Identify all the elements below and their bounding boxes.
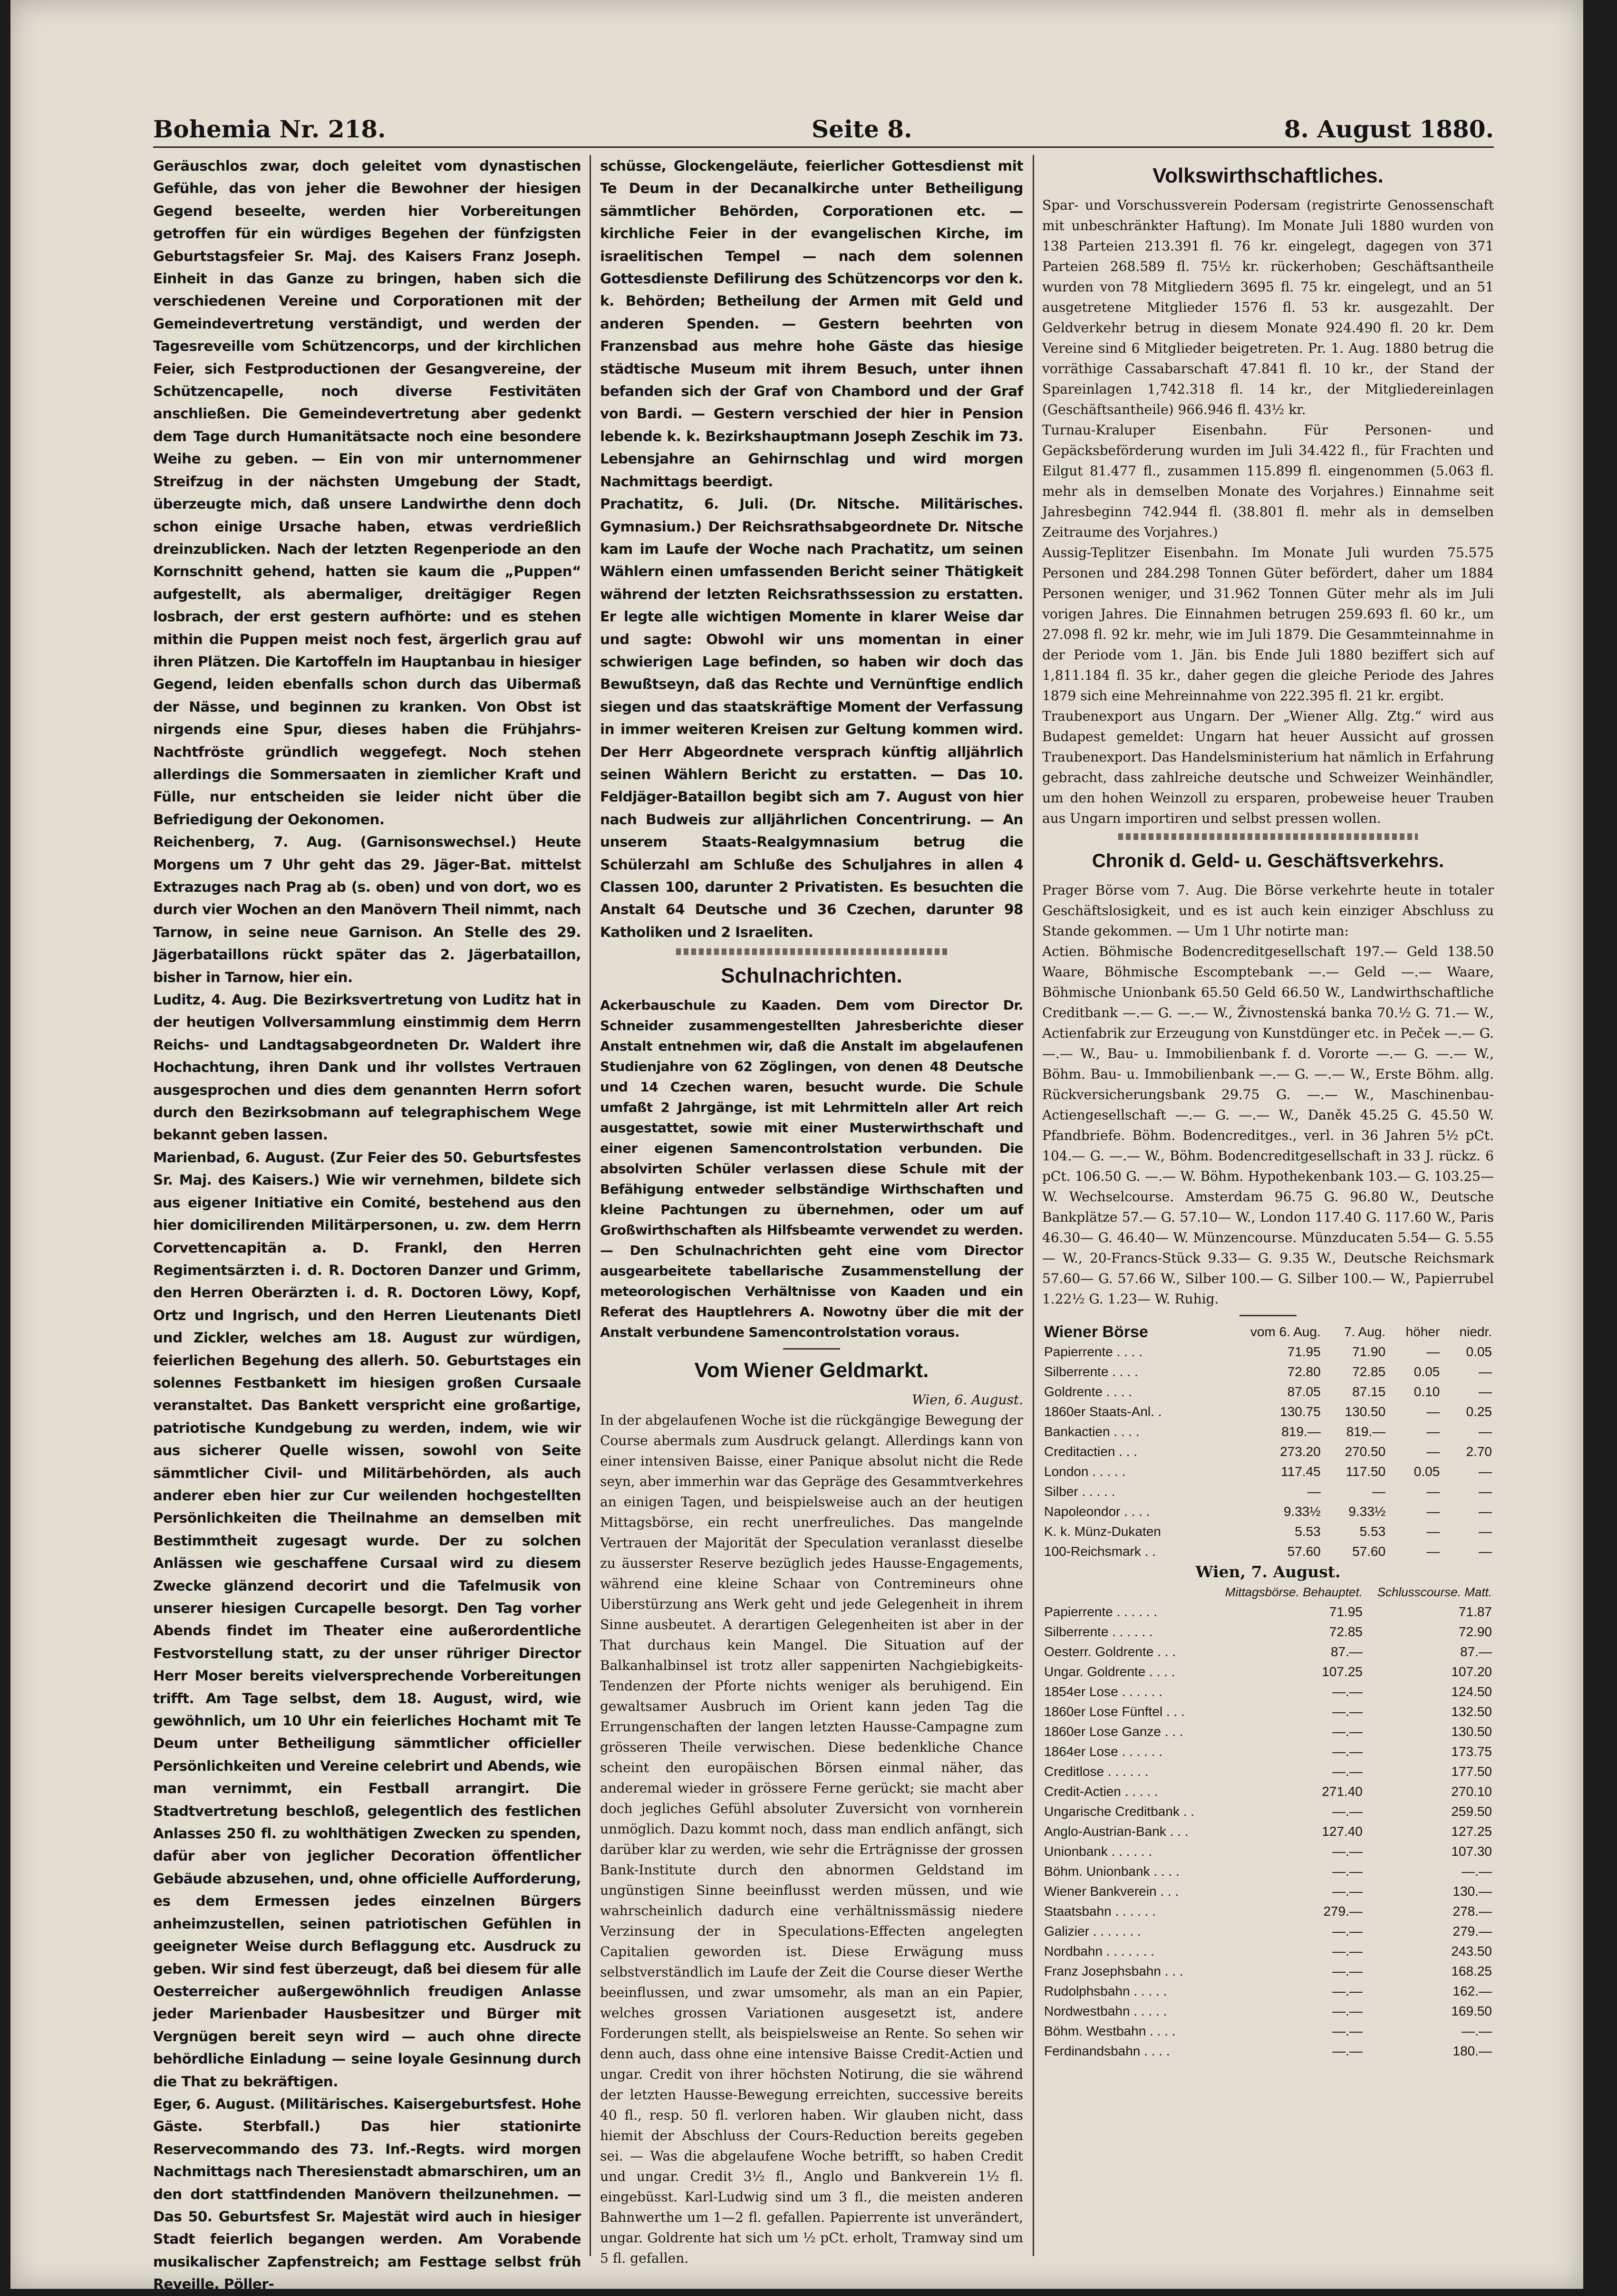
- row-value: —: [1426, 1424, 1440, 1439]
- row-label: Franz Josephsbahn . . .: [1044, 1964, 1183, 1978]
- row-value: —: [1479, 1484, 1492, 1499]
- column-header: 7. Aug.: [1344, 1324, 1386, 1339]
- table-row: [1042, 1862, 1494, 1881]
- row-value: 124.50: [1451, 1684, 1492, 1699]
- row-value: 132.50: [1451, 1704, 1492, 1719]
- table-row: [1042, 1502, 1494, 1522]
- row-value: —.—: [1332, 1864, 1363, 1879]
- article-eger: Eger, 6. August. (Militärisches. Kaisergeburtsfest. Hohe Gäste. Sterbfall.) Das hier stationirte Reservecommando des 73. Inf.-Regts. wird morgen Nachmittags nach Theresienstadt abmarschiren, um an den dort stattfindenden Manövern theilzunehmen. — Das 50. Geburtsfest Sr. Majestät wird auch in hiesiger Stadt feierlich begangen werden. Am Vorabende musikalischer Zapfenstreich; am Festtage selbst früh Reveille, Pöller-: [153, 2095, 581, 2293]
- row-label: Galizier . . . . . . .: [1044, 1924, 1141, 1939]
- row-value: 270.10: [1451, 1784, 1492, 1799]
- table-row: [1042, 1442, 1494, 1462]
- row-value: —.—: [1462, 2024, 1492, 2038]
- table-row: [1042, 1921, 1494, 1941]
- row-value: 57.60: [1287, 1544, 1321, 1559]
- row-value: 130.50: [1345, 1404, 1386, 1419]
- row-value: —.—: [1332, 1884, 1363, 1899]
- row-label: Papierrente . . . . . .: [1044, 1604, 1158, 1619]
- table-row: [1042, 1682, 1494, 1702]
- row-value: 71.95: [1329, 1604, 1363, 1619]
- table-header-row: [1042, 1322, 1494, 1342]
- column-3: [1042, 155, 1494, 2256]
- row-value: —.—: [1332, 1764, 1363, 1779]
- table-row: [1042, 1362, 1494, 1382]
- table-row: [1042, 1762, 1494, 1782]
- table-row: [1042, 1901, 1494, 1921]
- article-marienbad: Marienbad, 6. August. (Zur Feier des 50. Geburtsfestes Sr. Maj. des Kaisers.) Wie wir vernehmen, bildete sich aus eigener Initiative ein Comité, bestehend aus den hier domicilirenden Militärpersonen, u. zw. dem Herrn Corvettencapitän a. D. Frankl, den Herren Regimentsärzten i. d. R. Doctoren Danzer und Grimm, den Herren Oberärzten i. d. R. Doctoren Löwy, Kopf, Ortz und Ingrisch, und den Herren Lieutenants Dietl und Zickler, welches am 18. August zur würdigen, feierlichen Begehung des allerh. 50. Geburtstages ein solennes Festbankett im hiesigen großen Cursaale veranstaltet. Das Bankett verspricht eine großartige, patriotische Kundgebung zu werden, indem, wie wir aus sicherer Quelle wissen, sowohl von Seite sämmtlicher Civil- und Militärbehörden, als auch anderer eben hier zur Cur weilenden hochgestellten Persönlichkeiten die Theilnahme an demselben mit Bestimmtheit zugesagt wurde. Der zu solchen Anlässen wie geschaffene Cursaal wird zu diesem Zwecke glänzend decorirt und die Tafelmusik von unserer hiesigen Curcapelle besorgt. Den Tag vorher Abends findet im Theater eine außerordentliche Festvorstellung statt, zu der unser rühriger Director Herr Moser bereits vielversprechende Vorbereitungen trifft. Am Tage selbst, dem 18. August, wird, wie gewöhnlich, um 10 Uhr ein feierliches Hochamt mit Te Deum unter Betheiligung sämmtlicher officieller Persönlichkeiten und Vereine celebrirt und Abends, wie man vernimmt, ein Festball arrangirt. Die Stadtvertretung beschloß, gelegentlich des festlichen Anlasses 250 fl. zu wohlthätigen Zwecken zu spenden, dafür aber von jeglicher Decoration öffentlicher Gebäude abzusehen, und, ohne officielle Aufforderung, es dem Ermessen jedes einzelnen Bürgers anheimzustellen, seinen patriotischen Gefühlen in geeigneter Weise durch Beflaggung etc. Ausdruck zu geben. Wir sind fest überzeugt, daß bei diesem für alle Oesterreicher außergewöhnlich freudigen Anlasse jeder Marienbader Hausbesitzer und Bürger mit Vergnügen bereit seyn wird — auch ohne directe behördliche Einladung — seine loyale Gesinnung durch die That zu bekräftigen.: [153, 1149, 581, 2090]
- row-value: —: [1426, 1484, 1440, 1499]
- column-divider: [590, 155, 591, 2256]
- row-value: 72.85: [1352, 1364, 1386, 1379]
- article-ackerbauschule: Ackerbauschule zu Kaaden. Dem vom Director Dr. Schneider zusammengestellten Jahresberichte dieser Anstalt entnehmen wir, daß die Anstalt im abgelaufenen Studienjahre von 62 Zöglingen, von denen 48 Deutsche und 14 Czechen waren, besucht wurde. Die Schule umfaßt 2 Jahrgänge, ist mit Lehrmitteln aller Art reich ausgestattet, sowie mit einer Musterwirthschaft und einer eigenen Samencontrolstation verbunden. Die absolvirten Schüler verlassen diese Schule mit der Befähigung entweder selbständige Wirthschaften und kleine Pachtungen zu übernehmen, oder um auf Großwirthschaften als Hilfsbeamte verwendet zu werden. — Den Schulnachrichten geht eine vom Director ausgearbeitete tabellarische Zusammenstellung der meteorologischen Verhältnisse von Kaaden und ein Referat des Hauptlehrers A. Nowotny über die mit der Anstalt verbundene Samencontrolstation voraus.: [600, 997, 1023, 1341]
- row-value: 168.25: [1451, 1964, 1492, 1978]
- row-value: —.—: [1332, 2024, 1363, 2038]
- row-value: 0.25: [1466, 1404, 1492, 1419]
- row-value: 72.90: [1458, 1624, 1492, 1639]
- row-value: 130.—: [1452, 1884, 1492, 1899]
- row-value: —.—: [1332, 1804, 1363, 1819]
- row-label: Ungar. Goldrente . . . .: [1044, 1664, 1175, 1679]
- table-row: [1042, 1382, 1494, 1402]
- column-divider: [1033, 155, 1034, 2256]
- row-label: 1860er Lose Fünftel . . .: [1044, 1704, 1185, 1719]
- article-podersam: Spar- und Vorschussverein Podersam (registrirte Genossenschaft mit unbeschränkter Haftung). Im Monate Juli 1880 wurden von 138 Parteien 213.391 fl. 76 kr. eingelegt, dagegen von 371 Parteien 268.589 fl. 75½ kr. rückerhoben; Geschäftsantheile wurden von 78 Mitgliedern 3695 fl. 75 kr. eingelegt, und an 51 ausgetretene Mitglieder 1576 fl. 53 kr. ausgezahlt. Der Geldverkehr betrug in diesem Monate 924.490 fl. 20 kr. Dem Vereine sind 6 Mitglieder beigetreten. Pr. 1. Aug. 1880 betrug die vorräthige Cassabarschaft 47.841 fl. 10 kr., der Stand der Spareinlagen 1,742.318 fl. 14 kr., der Mitgliedereinlagen (Geschäftsantheile) 966.946 fl. 43½ kr.: [1042, 197, 1494, 417]
- row-value: 270.50: [1345, 1444, 1386, 1459]
- row-label: Ferdinandsbahn . . . .: [1044, 2044, 1170, 2058]
- section-heading-chronik: Chronik d. Geld- u. Geschäftsverkehrs.: [1092, 850, 1444, 871]
- table-row: [1042, 1941, 1494, 1961]
- page-content: [153, 109, 1494, 2293]
- row-value: —: [1479, 1384, 1492, 1399]
- header-title: Bohemia Nr. 218.: [153, 115, 386, 143]
- row-label: 1864er Lose . . . . . .: [1044, 1744, 1163, 1759]
- row-label: Goldrente . . . .: [1044, 1384, 1133, 1399]
- row-label: 1854er Lose . . . . . .: [1044, 1684, 1163, 1699]
- row-value: 71.87: [1458, 1604, 1492, 1619]
- row-value: 87.05: [1287, 1384, 1321, 1399]
- section-heading-schulnachrichten: Schulnachrichten.: [721, 964, 902, 988]
- row-value: —.—: [1332, 1724, 1363, 1739]
- row-value: —: [1479, 1364, 1492, 1379]
- row-value: —: [1426, 1524, 1440, 1539]
- article-aussig-teplitz: Aussig-Teplitzer Eisenbahn. Im Monate Juli wurden 75.575 Personen und 284.298 Tonnen Güter befördert, daher um 1884 Personen weniger, und 31.962 Tonnen Güter mehr als im Juli vorigen Jahres. Die Einnahmen betrugen 259.693 fl. 60 kr., um 27.098 fl. 92 kr. mehr, wie im Juli 1879. Die Gesammteinnahme in der Periode vom 1. Jän. bis Ende Juli 1880 beziffert sich auf 1,811.184 fl. 35 kr., daher gegen die gleiche Periode des Jahres 1879 sich eine Mehreinnahme von 222.395 fl. 21 kr. ergibt.: [1042, 545, 1494, 704]
- row-label: Böhm. Westbahn . . . .: [1044, 2024, 1176, 2038]
- row-value: —: [1426, 1404, 1440, 1419]
- table-row: [1042, 1842, 1494, 1862]
- table-row: [1042, 1662, 1494, 1682]
- table-row: [1042, 2041, 1494, 2061]
- row-value: —.—: [1332, 1744, 1363, 1759]
- table-row: [1042, 1402, 1494, 1422]
- row-value: —.—: [1332, 1944, 1363, 1958]
- table-row: [1042, 1802, 1494, 1822]
- row-value: 130.50: [1451, 1724, 1492, 1739]
- column-header: vom 6. Aug.: [1250, 1324, 1321, 1339]
- row-value: 271.40: [1322, 1784, 1363, 1799]
- row-value: —: [1426, 1544, 1440, 1559]
- header-date: 8. August 1880.: [1284, 115, 1494, 143]
- ornament-divider: [1118, 833, 1418, 840]
- row-label: Böhm. Unionbank . . . .: [1044, 1864, 1180, 1879]
- wien-kurse-table: [1042, 1582, 1494, 2061]
- row-value: —.—: [1462, 1864, 1492, 1879]
- row-value: 0.05: [1414, 1364, 1440, 1379]
- row-label: Creditlose . . . . . .: [1044, 1764, 1149, 1779]
- row-value: 0.10: [1414, 1384, 1440, 1399]
- table-row: [1042, 2001, 1494, 2021]
- row-value: 117.50: [1346, 1464, 1386, 1479]
- row-value: —.—: [1332, 2004, 1363, 2018]
- row-value: —.—: [1332, 1924, 1363, 1939]
- article-turnau-kralup: Turnau-Kraluper Eisenbahn. Für Personen- und Gepäcksbeförderung wurden im Juli 34.422 fl., für Frachten und Eilgut 81.477 fl., zusammen 115.899 fl. eingenommen (5.063 fl. mehr als in demselben Monate des Vorjahres.) Einnahme seit Jahresbeginn 742.944 fl. (38.801 fl. mehr als in demselben Zeitraume des Vorjahres.): [1042, 422, 1494, 540]
- row-value: 107.30: [1451, 1844, 1492, 1859]
- row-label: 1860er Staats-Anl. .: [1044, 1404, 1162, 1419]
- row-value: 9.33½: [1348, 1504, 1386, 1519]
- row-value: 5.53: [1359, 1524, 1386, 1539]
- row-value: 0.05: [1414, 1464, 1440, 1479]
- row-value: 2.70: [1466, 1444, 1492, 1459]
- row-value: 107.25: [1322, 1664, 1363, 1679]
- table-row: [1042, 1981, 1494, 2001]
- row-value: 177.50: [1451, 1764, 1492, 1779]
- section-heading-volkswirthschaft: Volkswirthschaftliches.: [1152, 164, 1384, 187]
- row-value: —.—: [1332, 1984, 1363, 1998]
- row-label: 1860er Lose Ganze . . .: [1044, 1724, 1183, 1739]
- table-row: [1042, 1542, 1494, 1562]
- table-row: [1042, 1462, 1494, 1482]
- table-row: [1042, 1642, 1494, 1662]
- row-value: 87.—: [1330, 1644, 1363, 1659]
- dateline: Wien, 6. August.: [912, 1392, 1023, 1408]
- row-value: 107.20: [1451, 1664, 1492, 1679]
- row-value: 243.50: [1451, 1944, 1492, 1958]
- row-label: Papierrente . . . .: [1044, 1344, 1143, 1359]
- row-value: 57.60: [1352, 1544, 1386, 1559]
- row-value: —: [1479, 1544, 1492, 1559]
- row-value: 87.15: [1352, 1384, 1386, 1399]
- table-row: [1042, 1722, 1494, 1742]
- column-header: [1042, 1582, 1210, 1602]
- row-value: 173.75: [1451, 1744, 1492, 1759]
- article-prager-boerse: Prager Börse vom 7. Aug. Die Börse verkehrte heute in totaler Geschäftslosigkeit, und es ist auch kein einziger Abschluss zu Stande gekommen. — Um 1 Uhr notirte man:: [1042, 882, 1494, 939]
- row-value: 71.90: [1352, 1344, 1386, 1359]
- article-geldmarkt: In der abgelaufenen Woche ist die rückgängige Bewegung der Course abermals zum Ausdruck gelangt. Allerdings kann von einer intensiven Baisse, einer Panique absolut nicht die Rede seyn, aber immerhin war das Gepräge des Gesammtverkehres an einigen Tagen, und beispielsweise auch an der heutigen Mittagsbörse, ein recht unerfreuliches. Das mangelnde Vertrauen der Majorität der Speculation veranlasst dieselbe zu äusserster Reserve bezüglich jedes Hausse-Engagements, während eine kleine Schaar von Contremineurs ohne Uiberstürzung ans Werk geht und jede Gelegenheit in ihrem Sinne ausbeutet. A derartigen Gelegenheiten ist aber in der That durchaus kein Mangel. Die Situation auf der Balkanhalbinsel ist trotz aller sappenirten Nachgiebigkeits-Tendenzen der Pforte nichts weniger als beruhigend. Ein gewaltsamer Ausbruch im Orient kann jeden Tag die Errungenschaften der langen letzten Hausse-Campagne zum grösseren Theile verwischen. Diese bedenkliche Chance scheint den europäischen Börsen einmal näher, das anderemal wieder in grössere Ferne gerückt; sie macht aber doch jegliches Gefühl absoluter Zuversicht von vornherein unmöglich. Dazu kommt noch, dass man endlich anfängt, sich darüber klar zu werden, wie sehr die Erträgnisse der grossen Bank-Institute durch den abnormen Geldstand im ungünstigen Sinne beeinflusst werden müssen, und wie wahrscheinlich dadurch eine verhältnissmässig niedere Verzinsung der in Speculations-Effecten angelegten Capitalien geworden ist. Diese Erwägung muss selbstverständlich im Laufe der Zeit die Course dieser Werthe beeinflussen, und zwar umsomehr, als man an ein Papier, welches grossen Variationen ausgesetzt ist, andere Forderungen stellt, als beispielsweise an Rente. So sehen wir denn auch, dass ohne eine intensive Baisse Credit-Actien und ungar. Credit von ihrer höchsten Notirung, die sie während der letzten Hausse-Bewegung erreichten, successive bereits 40 fl., resp. 50 fl. verloren haben. Wir glauben nicht, dass hiemit der Abschluss der Cours-Reduction bereits gegeben sei. — Was die abgelaufene Woche betrifft, so haben Credit und ungar. Credit 3½ fl., Anglo und Bankverein 1½ fl. eingebüsst. Karl-Ludwig sind um 3 fl., die meisten anderen Bahnwerthe um 1—2 fl. gefallen. Papierrente ist unverändert, ungar. Goldrente hat sich um ½ pCt. erholt, Tramway sind um 5 fl. gefallen.: [600, 1412, 1023, 2267]
- row-value: 117.45: [1281, 1464, 1321, 1479]
- table-row: [1042, 1742, 1494, 1762]
- article-luditz: Luditz, 4. Aug. Die Bezirksvertretung von Luditz hat in der heutigen Vollversammlung einstimmig dem Herrn Reichs- und Landtagsabgeordneten Dr. Waldert ihre Hochachtung, ihren Dank und ihr vollstes Vertrauen ausgesprochen und dies dem genannten Herrn sofort durch den Bezirksobmann auf telegraphischem Wege bekannt geben lassen.: [153, 992, 581, 1143]
- row-value: 279.—: [1323, 1904, 1363, 1919]
- row-label: Creditactien . . .: [1044, 1444, 1138, 1459]
- ornament-divider: [676, 948, 947, 955]
- article-prager-notierungen: Actien. Böhmische Bodencreditgesellschaft 197.— Geld 138.50 Waare, Böhmische Escomptebank —.— Geld —.— Waare, Böhmische Unionbank 65.50 Geld 66.50 W., Landwirthschaftliche Creditbank —.— G. —.— W., Živnostenská banka 70.½ G. 71.— W., Actienfabrik zur Erzeugung von Kunstdünger etc. in Peček —.— G. —.— W., Bau- u. Immobilienbank f. d. Vororte —.— G. —.— W., Böhm. Bau- u. Immobilienbank —.— G. —.— W., Erste Böhm. allg. Rückversicherungsbank 29.75 G. —.— W., Maschinenbau-Actiengesellschaft —.— G. —.— W., Daněk 45.25 G. 45.50 W. Pfandbriefe. Böhm. Bodencreditges., verl. in 36 Jahren 5½ pCt. 104.— G. —.— W., Böhm. Bodencreditgesellschaft in 33 J. rückz. 6 pCt. 106.50 G. —.— W. Böhm. Hypothekenbank 103.— G. 103.25— W. Wechselcourse. Amsterdam 96.75 G. 96.80 W., Deutsche Bankplätze 57.— G. 57.10— W., London 117.40 G. 117.60 W., Paris 46.30— G. 46.40— W. Münzencourse. Münzducaten 5.54— G. 5.55— W., 20-Francs-Stück 9.33— G. 9.35 W., Deutsche Reichsmark 57.60— G. 57.66 W., Silber 100.— G. Silber 100.— W., Papierrubel 1.22½ G. 1.23— W. Ruhig.: [1042, 944, 1494, 1307]
- table-row: [1042, 1702, 1494, 1722]
- row-value: —: [1426, 1344, 1440, 1359]
- row-value: —.—: [1332, 1844, 1363, 1859]
- row-label: Anglo-Austrian-Bank . . .: [1044, 1824, 1189, 1839]
- wiener-boerse-table: [1042, 1322, 1494, 1562]
- row-value: —: [1479, 1504, 1492, 1519]
- article-traubenexport: Traubenexport aus Ungarn. Der „Wiener Allg. Ztg.“ wird aus Budapest gemeldet: Ungarn hat heuer Aussicht auf grossen Traubenexport. Das Handelsministerium hat nämlich in Erfahrung gebracht, dass zahlreiche deutsche und Schweizer Weinhändler, um den hohen Weinzoll zu ersparen, probeweise heuer Trauben aus Ungarn importiren und selbst pressen wollen.: [1042, 708, 1494, 826]
- row-label: K. k. Münz-Dukaten: [1044, 1524, 1161, 1539]
- row-label: Oesterr. Goldrente . . .: [1044, 1644, 1176, 1659]
- article-prachatitz: Prachatitz, 6. Juli. (Dr. Nitsche. Militärisches. Gymnasium.) Der Reichsrathsabgeordnete Dr. Nitsche kam im Laufe der Woche nach Prachatitz, um seinen Wählern einen umfassenden Bericht seiner Thätigkeit während der letzten Reichsrathssession zu erstatten. Er legte alle wichtigen Momente in klarer Weise dar und sagte: Obwohl wir uns momentan in einer schwierigen Lage befinden, so haben wir doch das Bewußtseyn, daß das Rechte und Vernünftige endlich siegen und das staatskräftige Moment der Verfassung in immer weiteren Kreisen zur Geltung kommen wird. Der Herr Abgeordnete versprach künftig alljährlich seinen Wählern Bericht zu erstatten. — Das 10. Feldjäger-Bataillon begibt sich am 7. August von hier nach Budweis zur alljährlichen Concentrirung. — An unserem Staats-Realgymnasium betrug die Schülerzahl am Schluße des Schuljahres in allen 4 Classen 100, darunter 2 Privatisten. Es besuchten die Anstalt 64 Deutsche und 36 Czechen, darunter 98 Katholiken und 2 Israeliten.: [600, 496, 1023, 940]
- column-header: niedr.: [1459, 1324, 1492, 1339]
- table-row: [1042, 1522, 1494, 1542]
- row-value: —.—: [1332, 2044, 1363, 2058]
- row-value: 127.40: [1322, 1824, 1363, 1839]
- row-label: Staatsbahn . . . . . .: [1044, 1904, 1156, 1919]
- row-value: —.—: [1332, 1964, 1363, 1978]
- row-value: 259.50: [1451, 1804, 1492, 1819]
- article-paragraph: Geräuschlos zwar, doch geleitet vom dynastischen Gefühle, das von jeher die Bewohner der hiesigen Gegend beseelte, werden hier Vorbereitungen getroffen für ein würdiges Begehen der fünfzigsten Geburtstagsfeier Sr. Maj. des Kaisers Franz Joseph. Einheit in das Ganze zu bringen, haben sich die verschiedenen Vereine und Corporationen mit der Gemeindevertretung verständigt, und werden der Tagesreveille vom Schützencorps, und der kirchlichen Feier, sich Festproductionen der Gesangvereine, der Schützencapelle, noch diverse Festivitäten anschließen. Die Gemeindevertretung aber gedenkt dem Tage durch Humanitätsacte noch eine besondere Weihe zu geben. — Ein von mir unternommener Streifzug in der nächsten Umgebung der Stadt, überzeugte mich, daß unsere Landwirthe denn doch schon einige Ursache haben, etwas verdrießlich dreinzublicken. Nach der letzten Regenperiode an den Kornschnitt gehend, hatten sie kaum die „Puppen“ aufgestellt, als abermaliger, dreitägiger Regen losbrach, der erst gestern aufhörte: und es stehen mithin die Puppen meist noch fest, ärgerlich grau auf ihren Plätzen. Die Kartoffeln im Hauptanbau in hiesiger Gegend, leiden ebenfalls schon durch das Uibermaß der Nässe, und beginnen zu kranken. Von Obst ist nirgends eine Spur, dieses haben die Frühjahrs-Nachtfröste gründlich weggefegt. Noch stehen allerdings die Sommersaaten in ziemlicher Kraft und Fülle, nur entscheiden sie leider nicht über die Befriedigung der Oekonomen.: [153, 158, 581, 828]
- table-row: [1042, 1961, 1494, 1981]
- row-value: 127.25: [1451, 1824, 1492, 1839]
- row-label: Nordwestbahn . . . . .: [1044, 2004, 1167, 2018]
- row-label: Rudolphsbahn . . . . .: [1044, 1984, 1167, 1998]
- row-label: Ungarische Creditbank . .: [1044, 1804, 1194, 1819]
- row-value: 5.53: [1295, 1524, 1321, 1539]
- newspaper-page: [10, 0, 1583, 2293]
- table-row: [1042, 1422, 1494, 1442]
- short-rule: [783, 1348, 840, 1350]
- row-label: Silberrente . . . .: [1044, 1364, 1138, 1379]
- table-row: [1042, 1622, 1494, 1642]
- column-header: Schlusscourse. Matt.: [1377, 1585, 1492, 1599]
- column-1: [153, 155, 581, 2293]
- row-label: Silber . . . . .: [1044, 1484, 1115, 1499]
- table-row: [1042, 1782, 1494, 1802]
- row-value: 130.75: [1280, 1404, 1321, 1419]
- row-value: —: [1479, 1424, 1492, 1439]
- row-value: —: [1479, 1524, 1492, 1539]
- row-label: Napoleondor . . . .: [1044, 1504, 1150, 1519]
- row-value: —: [1307, 1484, 1321, 1499]
- row-value: 0.05: [1466, 1344, 1492, 1359]
- row-value: 819.—: [1346, 1424, 1386, 1439]
- column-header: höher: [1405, 1324, 1440, 1339]
- column-header: Mittagsbörse. Behauptet.: [1225, 1585, 1363, 1599]
- table-row: [1042, 1822, 1494, 1842]
- row-label: Bankactien . . . .: [1044, 1424, 1140, 1439]
- row-value: —.—: [1332, 1684, 1363, 1699]
- table-row: [1042, 1602, 1494, 1622]
- row-value: 169.50: [1451, 2004, 1492, 2018]
- row-label: Credit-Actien . . . . .: [1044, 1784, 1158, 1799]
- row-value: 162.—: [1452, 1984, 1492, 1998]
- row-label: London . . . . .: [1044, 1464, 1126, 1479]
- section-heading-geldmarkt: Vom Wiener Geldmarkt.: [694, 1359, 929, 1382]
- article-reichenberg: Reichenberg, 7. Aug. (Garnisonswechsel.) Heute Morgens um 7 Uhr geht das 29. Jäger-Bat. mittelst Extrazuges nach Prag ab (s. oben) und von dort, wo es durch vier Wochen an den Manövern Theil nimmt, nach Tarnow, in seine neue Garnison. An Stelle des 29. Jägerbataillons rückt später das 2. Jägerbataillon, bisher in Tarnow, hier ein.: [153, 834, 581, 985]
- row-value: 72.85: [1329, 1624, 1363, 1639]
- row-value: 71.95: [1287, 1344, 1321, 1359]
- row-label: Silberrente . . . . . .: [1044, 1624, 1153, 1639]
- table-row: [1042, 1342, 1494, 1362]
- page-header: [153, 109, 1494, 148]
- row-value: —: [1426, 1444, 1440, 1459]
- column-2: [600, 155, 1023, 2267]
- article-paragraph: schüsse, Glockengeläute, feierlicher Gottesdienst mit Te Deum in der Decanalkirche unter Betheiligung sämmtlicher Behörden, Corporationen etc. — kirchliche Feier in der evangelischen Kirche, im israelitischen Tempel — nach dem solennen Gottesdienste Defilirung des Schützencorps vor den k. k. Behörden; Betheilung der Armen mit Geld und anderen Spenden. — Gestern beehrten von Franzensbad aus mehre hohe Gäste das hiesige städtische Museum mit ihrem Besuch, unter ihnen befanden sich der Graf von Chambord und der Graf von Bardi. — Gestern verschied der hier in Pension lebende k. k. Bezirkshauptmann Joseph Zeschik im 73. Lebensjahre an Gehirnschlag und wird morgen Nachmittags beerdigt.: [600, 158, 1023, 490]
- row-label: Unionbank . . . . . .: [1044, 1844, 1152, 1859]
- row-value: 9.33½: [1283, 1504, 1321, 1519]
- table-header-row: [1042, 1582, 1494, 1602]
- table-title: Wien, 7. August.: [1195, 1563, 1341, 1581]
- table-row: [1042, 2021, 1494, 2041]
- row-value: 180.—: [1452, 2044, 1492, 2058]
- table-title: Wiener Börse: [1044, 1323, 1148, 1341]
- row-value: 819.—: [1281, 1424, 1321, 1439]
- row-label: 100-Reichsmark . .: [1044, 1544, 1156, 1559]
- row-value: 72.80: [1287, 1364, 1321, 1379]
- table-row: [1042, 1881, 1494, 1901]
- row-value: —: [1479, 1464, 1492, 1479]
- short-rule: [1239, 1315, 1297, 1316]
- row-value: 279.—: [1452, 1924, 1492, 1939]
- row-value: —: [1372, 1484, 1386, 1499]
- row-label: Wiener Bankverein . . .: [1044, 1884, 1179, 1899]
- header-page-number: Seite 8.: [812, 115, 912, 143]
- row-value: —: [1426, 1504, 1440, 1519]
- table-row: [1042, 1482, 1494, 1502]
- row-value: —.—: [1332, 1704, 1363, 1719]
- row-value: 278.—: [1452, 1904, 1492, 1919]
- row-value: 273.20: [1280, 1444, 1321, 1459]
- row-label: Nordbahn . . . . . . .: [1044, 1944, 1154, 1958]
- row-value: 87.—: [1460, 1644, 1492, 1659]
